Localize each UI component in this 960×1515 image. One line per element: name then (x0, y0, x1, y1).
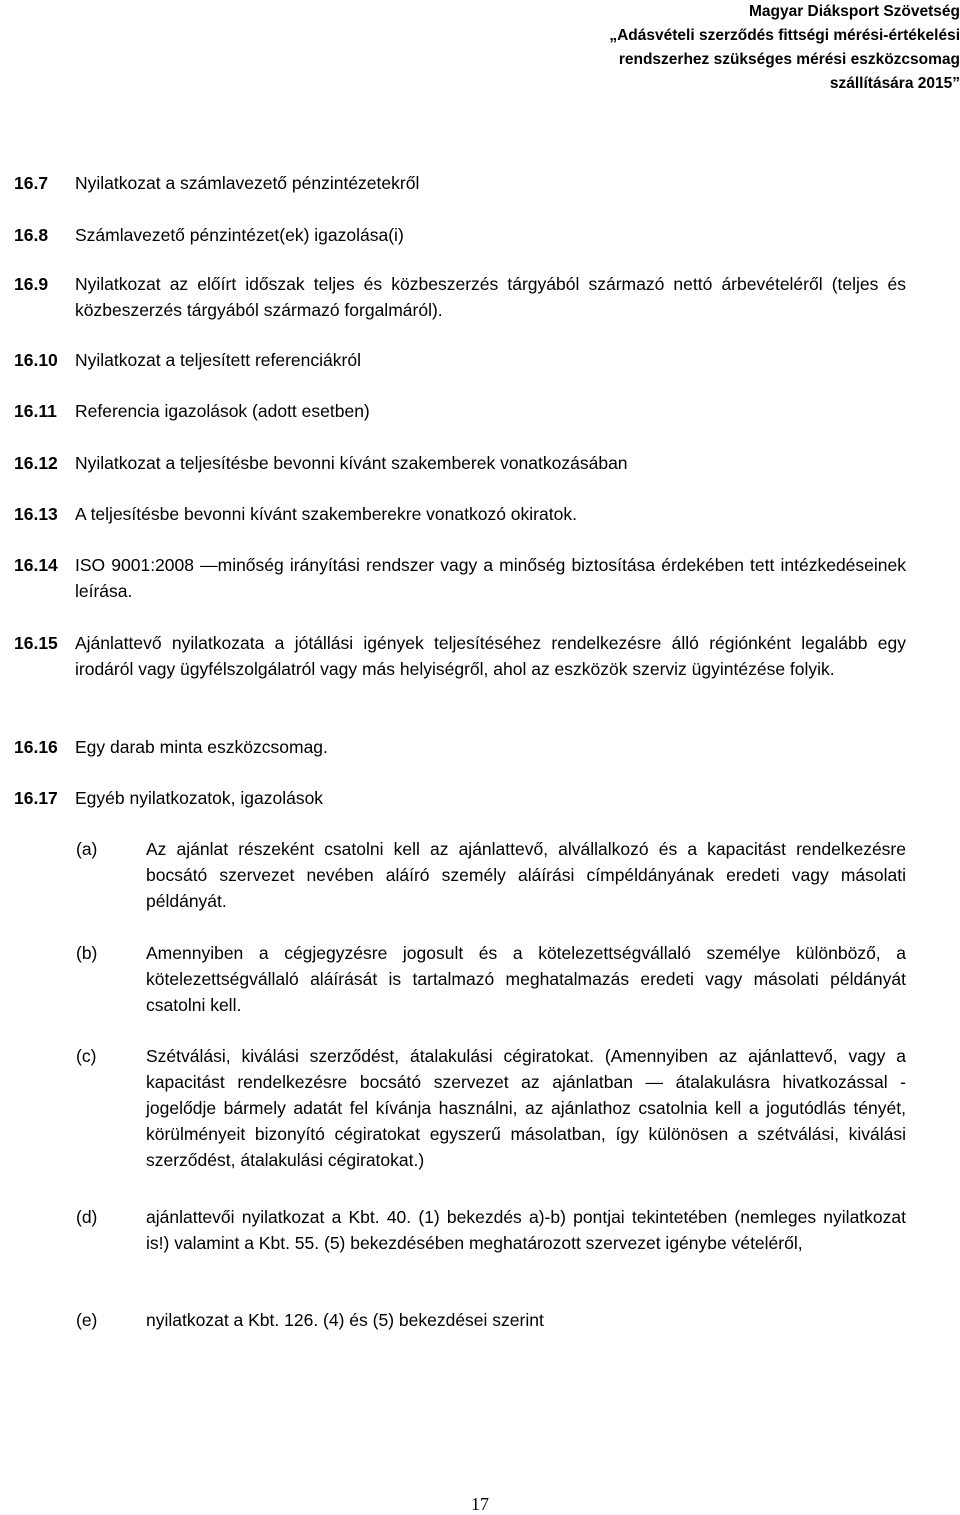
sub-item-label: (a) (76, 839, 98, 859)
list-item-16-16 (14, 734, 906, 760)
header-organization: Magyar Diáksport Szövetség (748, 3, 960, 20)
sub-item-label: (b) (76, 943, 98, 963)
item-number: 16.17 (14, 788, 58, 808)
sub-item-label: (d) (76, 1207, 98, 1227)
sub-item-b (76, 940, 906, 1018)
item-number: 16.7 (14, 173, 49, 193)
item-number: 16.10 (14, 350, 58, 370)
list-item-16-14 (14, 552, 906, 604)
item-number: 16.16 (14, 737, 58, 757)
item-number: 16.9 (14, 274, 49, 294)
sub-item-text: Amennyiben a cégjegyzésre jogosult és a kötelezettségvállaló személye különböző, a kötelezettségvállaló aláírását is tartalmazó meghatalmazás eredeti vagy másolati példányát csatolni kell. (146, 943, 906, 1015)
sub-item-d (76, 1204, 906, 1256)
item-number: 16.11 (14, 401, 57, 421)
list-item-16-10 (14, 347, 906, 373)
item-text: Nyilatkozat a teljesített referenciákról (75, 350, 361, 370)
list-item-16-12 (14, 450, 906, 476)
sub-item-a (76, 836, 906, 914)
item-text: ISO 9001:2008 ―minőség irányítási rendszer vagy a minőség biztosítása érdekében tett intézkedéseinek leírása. (75, 555, 906, 601)
item-text: Referencia igazolások (adott esetben) (75, 401, 370, 421)
list-item-16-7 (14, 170, 906, 196)
header-title-line-2: rendszerhez szükséges mérési eszközcsomag (618, 51, 960, 68)
item-number: 16.12 (14, 453, 58, 473)
page-header (400, 0, 960, 96)
list-item-16-9 (14, 271, 906, 323)
sub-item-c (76, 1043, 906, 1173)
item-text: Egy darab minta eszközcsomag. (75, 737, 328, 757)
item-number: 16.15 (14, 633, 58, 653)
sub-item-text: Az ajánlat részeként csatolni kell az ajánlattevő, alvállalkozó és a kapacitást rendelkezésre bocsátó szervezet nevében aláíró személy aláírási címpéldányának eredeti vagy másolati példányát. (146, 839, 906, 911)
list-item-16-13 (14, 501, 906, 527)
list-item-16-15 (14, 630, 906, 682)
item-text: Nyilatkozat az előírt időszak teljes és közbeszerzés tárgyából származó nettó árbevételéről (teljes és közbeszerzés tárgyából származó forgalmáról). (75, 274, 906, 320)
item-text: Egyéb nyilatkozatok, igazolások (75, 788, 324, 808)
sub-item-text: ajánlattevői nyilatkozat a Kbt. 40. (1) bekezdés a)-b) pontjai tekintetében (nemleges nyilatkozat is!) valamint a Kbt. 55. (5) bekezdésében meghatározott szervezet igénybe vételéről, (146, 1207, 906, 1253)
list-item-16-17 (14, 785, 906, 811)
item-text: A teljesítésbe bevonni kívánt szakemberekre vonatkozó okiratok. (75, 504, 577, 524)
item-number: 16.8 (14, 225, 49, 245)
page-number: 17 (471, 1494, 489, 1514)
sub-item-e (76, 1307, 906, 1333)
sub-item-label: (e) (76, 1310, 98, 1330)
item-text: Számlavezető pénzintézet(ek) igazolása(i) (75, 225, 404, 245)
item-text: Nyilatkozat a számlavezető pénzintézetekről (75, 173, 420, 193)
sub-item-label: (c) (76, 1046, 97, 1066)
sub-item-text: nyilatkozat a Kbt. 126. (4) és (5) bekezdései szerint (146, 1310, 544, 1330)
list-item-16-11 (14, 398, 906, 424)
item-text: Ajánlattevő nyilatkozata a jótállási igények teljesítéséhez rendelkezésre álló régiónként legalább egy irodáról vagy ügyfélszolgálatról vagy más helyiségről, ahol az eszközök szerviz ügyintézése folyik. (75, 633, 906, 679)
item-number: 16.13 (14, 504, 58, 524)
header-title-line-1: „Adásvételi szerződés fittségi mérési-értékelési (609, 27, 960, 44)
list-item-16-8 (14, 222, 906, 248)
header-title-line-3: szállítására 2015” (829, 75, 960, 92)
sub-item-text: Szétválási, kiválási szerződést, átalakulási cégiratokat. (Amennyiben az ajánlattevő, vagy a kapacitást rendelkezésre bocsátó szervezet az ajánlatban ― átalakulásra hivatkozással - jogelődje bármely adatát fel kívánja használni, az ajánlathoz csatolnia kell a jogutódlás tényét, körülményeit bizonyító cégiratokat egyszerű másolatban, így különösen a szétválási, kiválási szerződést, átalakulási cégiratokat.) (146, 1046, 906, 1170)
item-text: Nyilatkozat a teljesítésbe bevonni kívánt szakemberek vonatkozásában (75, 453, 628, 473)
item-number: 16.14 (14, 555, 58, 575)
